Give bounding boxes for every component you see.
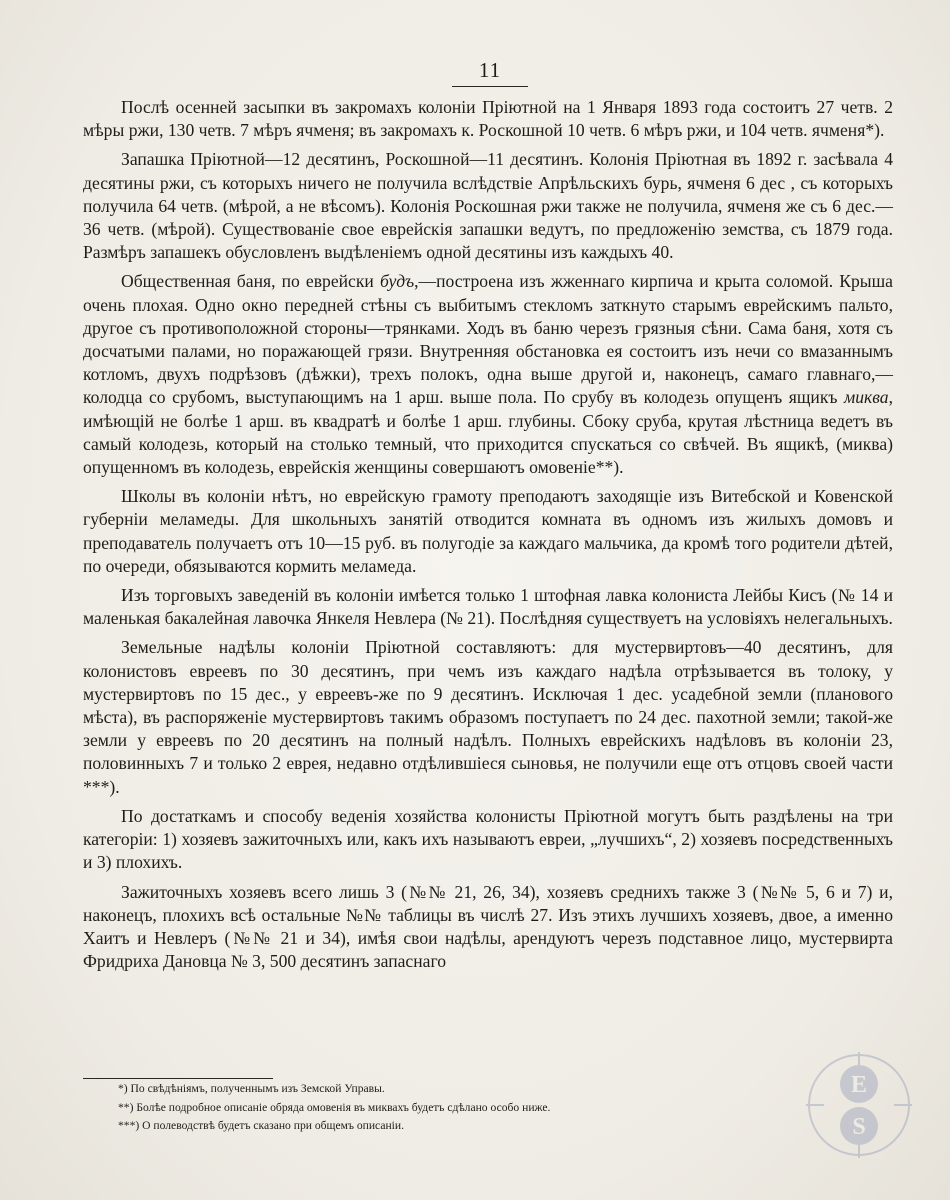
- stamp-letter-top: E: [850, 1072, 868, 1098]
- page-number-rule: [452, 86, 528, 87]
- footnote-1: *) По свѣдѣніямъ, полученнымъ изъ Земской Управы.: [118, 1082, 385, 1095]
- footnote-rule: [83, 1078, 273, 1079]
- page-number: 11: [478, 58, 502, 82]
- body-text: [83, 96, 893, 979]
- paragraph-land-allotments: Земельные надѣлы колоніи Пріютной составляютъ: для мустервиртовъ—40 десятинъ, для колонистовъ евреевъ по 30 десятинъ, при чемъ изъ каждаго надѣла отрѣзывается въ толоку, у мустервиртовъ по 15 дес., у евреевъ-же по 9 десятинъ. Исключая 1 дес. усадебной земли (планового мѣста), въ распоряженіе мустервиртовъ такимъ образомъ поступаетъ по 24 дес. пахотной земли; такой-же земли у евреевъ по 20 десятинъ на полный надѣлъ. Полныхъ еврейскихъ надѣловъ въ колоніи 23, половинныхъ 7 и только 2 еврея, недавно отдѣлившіеся сыновья, не получили еще отъ отцовъ своей части ***).: [83, 637, 893, 797]
- footnotes: [118, 1080, 878, 1136]
- term-bud: будъ: [379, 271, 415, 292]
- paragraph-granary-stocks: Послѣ осенней засыпки въ закромахъ колоніи Пріютной на 1 Января 1893 года состоитъ 27 четв. 2 мѣры ржи, 130 четв. 7 мѣръ ячменя; въ закромахъ к. Роскошной 10 четв. 6 мѣръ ржи, и 104 четв. ячменя*).: [83, 97, 893, 141]
- footnote-3: ***) О полеводствѣ будетъ сказано при общемъ описаніи.: [118, 1119, 405, 1132]
- paragraph-categories: По достаткамъ и способу веденія хозяйства колонисты Пріютной могутъ быть раздѣлены на три категоріи: 1) хозяевъ зажиточныхъ или, какъ ихъ называютъ евреи, „лучшихъ“, 2) хозяевъ посредственныхъ и 3) плохихъ.: [83, 805, 893, 873]
- footnote-2: **) Болѣе подробное описаніе обряда омовенія въ миквахъ будетъ сдѣлано особо ниже.: [118, 1100, 551, 1114]
- paragraph-wealthy-owners: Зажиточныхъ хозяевъ всего лишь 3 (№№ 21, 26, 34), хозяевъ среднихъ также 3 (№№ 5, 6 и 7) и, наконецъ, плохихъ всѣ остальные №№ таблицы въ числѣ 27. Изъ этихъ лучшихъ хозяевъ, двое, а именно Хаитъ и Невлеръ (№№ 21 и 34), имѣя свои надѣлы, арендуютъ черезъ подставное лицо, мустервирта Фридриха Дановца № 3, 500 десятинъ запаснаго: [83, 881, 893, 972]
- paragraph-trade: Изъ торговыхъ заведеній въ колоніи имѣется только 1 штофная лавка колониста Лейбы Кисъ (№ 14 и маленькая бакалейная лавочка Янкеля Невлера (№ 21). Послѣдняя существуетъ на условіяхъ нелегальныхъ.: [83, 585, 893, 629]
- stamp-letter-bottom: S: [852, 1114, 866, 1140]
- term-mikva: миква: [844, 387, 889, 408]
- paragraph-sowing: Запашка Пріютной—12 десятинъ, Роскошной—11 десятинъ. Колонія Пріютная въ 1892 г. засѣвала 4 десятины ржи, съ которыхъ ничего не получила вслѣдствіе Апрѣльскихъ бурь, ячменя 6 дес , съ которыхъ получила 64 четв. (мѣрой, а не вѣсомъ). Колонія Роскошная ржи также не получила, ячменя же съ 6 дес.—36 четв. (мѣрой). Существованіе свое еврейскія запашки ведутъ, по предложенію земства, съ 1879 года. Размѣръ запашекъ обусловленъ выдѣленіемъ одной десятины изъ каждыхъ 40.: [83, 149, 893, 263]
- library-stamp: [806, 1052, 912, 1158]
- paragraph-school: Школы въ колоніи нѣтъ, но еврейскую грамоту преподаютъ заходящіе изъ Витебской и Ковенской губерніи меламеды. Для школьныхъ занятій отводится комната въ одномъ изъ жилыхъ домовъ и преподаватель получаетъ отъ 10—15 руб. въ полугодіе за каждаго мальчика, да кромѣ того родители дѣтей, по очереди, обязываются кормить меламеда.: [83, 486, 893, 576]
- paragraph-bathhouse: Общественная баня, по еврейски будъ,—построена изъ жженнаго кирпича и крыта соломой. Крыша очень плохая. Одно окно передней стѣны съ выбитымъ стекломъ заткнуто старымъ еврейскимъ пальто, другое съ противоположной стороны—трянками. Ходъ въ баню черезъ грязныя сѣни. Сама баня, хотя съ досчатыми палами, но поражающей грязи. Внутренняя обстановка ея состоитъ изъ нечи со вмазаннымъ котломъ, двухъ подрѣзовъ (дѣжки), трехъ полокъ, одна выше другой и, наконецъ, самаго главнаго,—колодца со срубомъ, выступающимъ на 1 арш. выше пола. По срубу въ колодезь опущенъ ящикъ миква, имѣющій не болѣе 1 арш. въ квадратѣ и болѣе 1 арш. глубины. Сбоку сруба, крутая лѣстница ведетъ въ самый колодезь, который на столько темный, что приходится спускаться со свѣчей. Въ ящикѣ, (миква) опущенномъ въ колодезь, еврейскія женщины совершаютъ омовеніе**).: [83, 271, 893, 478]
